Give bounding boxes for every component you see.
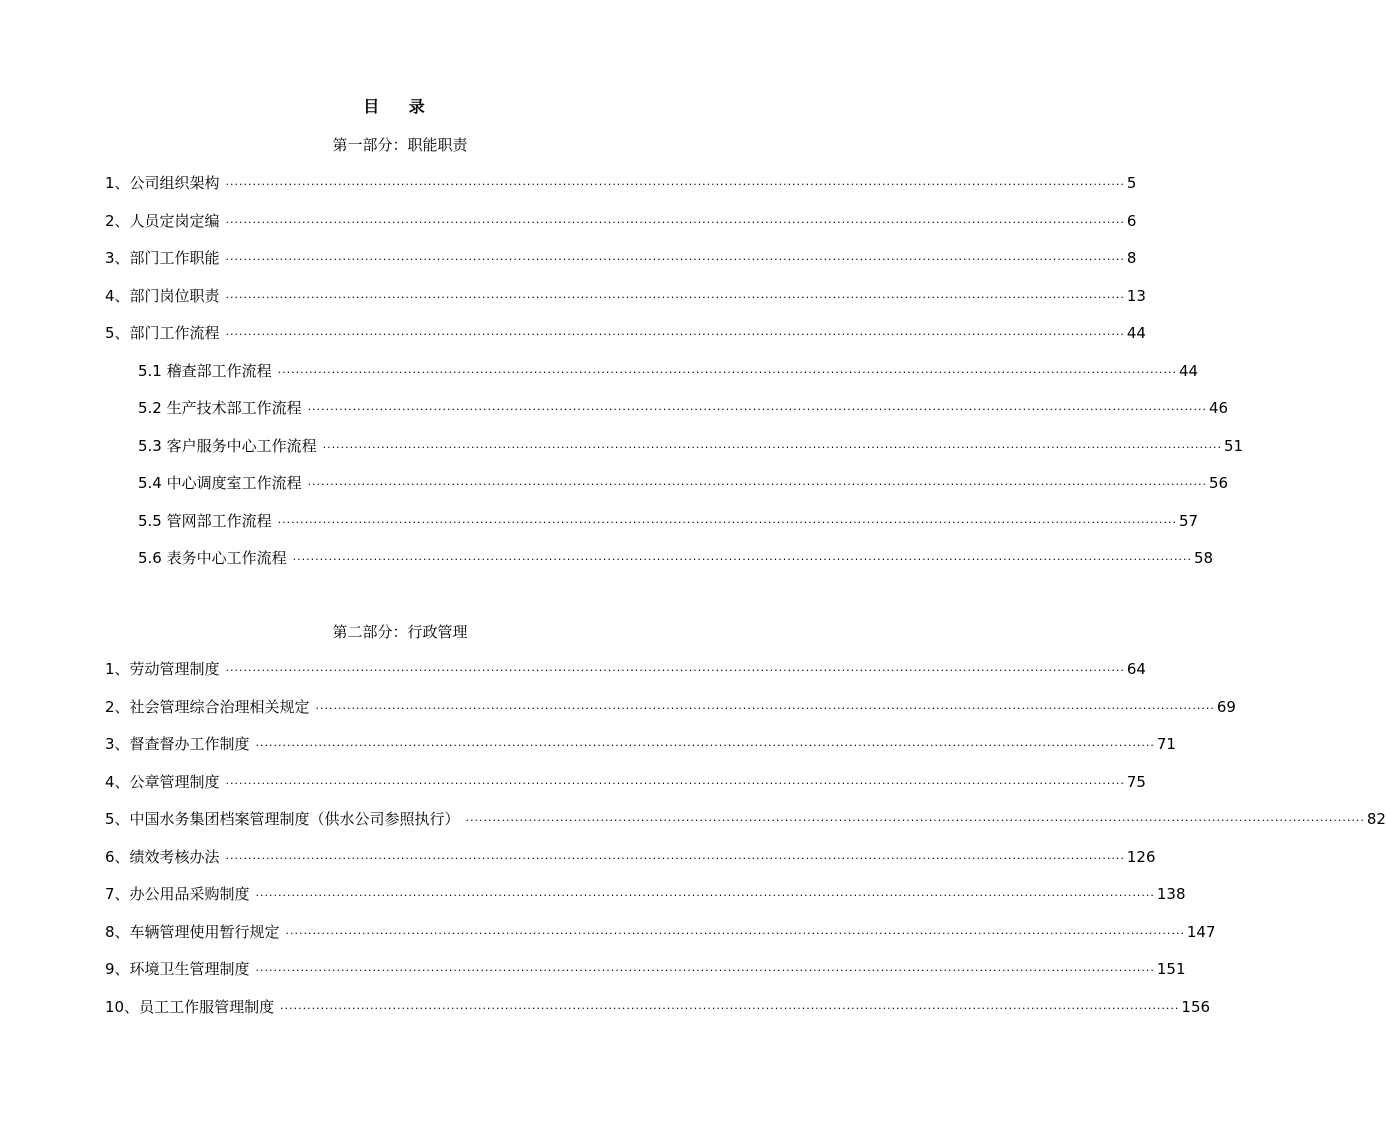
toc-entry-label: 9、环境卫生管理制度: [105, 960, 250, 978]
toc-entry[interactable]: [105, 658, 1146, 680]
toc-entry-label: 3、督查督办工作制度: [105, 735, 250, 753]
section-heading-part1: 第一部分：职能职责: [332, 136, 468, 154]
toc-entry-page-number: 5: [1126, 174, 1137, 192]
toc-entry-page-number: 44: [1178, 361, 1199, 380]
toc-entry-page-number: 57: [1178, 511, 1199, 530]
dot-leader: ········································································································································································································: [315, 701, 1215, 715]
toc-entry-label: 3、部门工作职能: [105, 249, 220, 267]
toc-entry-page-number: 71: [1156, 735, 1176, 753]
toc-entry-label: 5.6 表务中心工作流程: [138, 549, 287, 567]
toc-entry-label: 5、部门工作流程: [105, 324, 220, 342]
toc-entry[interactable]: [105, 210, 1137, 232]
toc-entry[interactable]: [105, 696, 1236, 718]
dot-leader: ········································································································································································································: [225, 851, 1125, 865]
toc-entry-label: 5、中国水务集团档案管理制度（供水公司参照执行）: [105, 810, 460, 828]
toc-entry-page-number: 6: [1126, 211, 1137, 230]
toc-entry-page-number: 138: [1156, 885, 1186, 903]
toc-entry-page-number: 56: [1208, 474, 1229, 492]
toc-entry-label: 4、部门岗位职责: [105, 286, 220, 305]
toc-entry-page-number: 82: [1366, 810, 1386, 828]
toc-entry[interactable]: [138, 472, 1229, 494]
dot-leader: ········································································································································································································: [465, 814, 1365, 827]
toc-entry-page-number: 44: [1126, 324, 1146, 342]
toc-entry[interactable]: [138, 547, 1214, 569]
toc-entry[interactable]: [105, 808, 1386, 830]
dot-leader: ········································································································································································································: [285, 926, 1185, 940]
toc-entry-label: 6、绩效考核办法: [105, 847, 220, 866]
dot-leader: ········································································································································································································: [280, 1001, 1180, 1015]
toc-entry[interactable]: [105, 771, 1146, 793]
dot-leader: ········································································································································································································: [307, 478, 1207, 491]
toc-entry-label: 2、人员定岗定编: [105, 211, 220, 230]
toc-entry-page-number: 46: [1208, 399, 1229, 417]
toc-entry[interactable]: [105, 883, 1186, 905]
toc-entry[interactable]: [105, 921, 1216, 943]
toc-entry[interactable]: [105, 733, 1176, 755]
dot-leader: ········································································································································································································: [255, 964, 1155, 977]
dot-leader: ········································································································································································································: [225, 178, 1125, 191]
toc-entry-label: 1、劳动管理制度: [105, 660, 220, 678]
toc-entry[interactable]: [105, 247, 1137, 269]
toc-title: 目 录: [363, 97, 437, 116]
dot-leader: ········································································································································································································: [255, 889, 1155, 902]
toc-entry-page-number: 58: [1193, 549, 1214, 567]
toc-entry[interactable]: [105, 322, 1146, 344]
toc-entry-page-number: 13: [1126, 286, 1146, 305]
dot-leader: ········································································································································································································: [225, 215, 1125, 229]
toc-entry-label: 5.1 稽查部工作流程: [138, 361, 272, 380]
toc-entry[interactable]: [105, 958, 1186, 980]
dot-leader: ········································································································································································································: [322, 440, 1222, 454]
dot-leader: ········································································································································································································: [225, 253, 1125, 266]
toc-entry-page-number: 75: [1126, 772, 1146, 791]
toc-entry[interactable]: [105, 172, 1137, 194]
dot-leader: ········································································································································································································: [255, 739, 1155, 752]
toc-entry[interactable]: [105, 285, 1146, 307]
toc-entry[interactable]: [138, 435, 1244, 457]
dot-leader: ········································································································································································································: [307, 403, 1207, 416]
toc-entry-label: 5.5 管网部工作流程: [138, 511, 272, 530]
toc-entry-label: 5.4 中心调度室工作流程: [138, 474, 302, 492]
toc-entry[interactable]: [138, 510, 1199, 532]
toc-entry[interactable]: [105, 996, 1211, 1018]
dot-leader: ········································································································································································································: [225, 290, 1125, 304]
toc-entry-label: 1、公司组织架构: [105, 174, 220, 192]
toc-entry-label: 10、员工工作服管理制度: [105, 997, 275, 1016]
toc-entry-page-number: 69: [1216, 697, 1236, 716]
toc-entry-page-number: 8: [1126, 249, 1137, 267]
toc-entry-label: 5.2 生产技术部工作流程: [138, 399, 302, 417]
toc-entry-label: 8、车辆管理使用暂行规定: [105, 922, 280, 941]
toc-entry-label: 5.3 客户服务中心工作流程: [138, 436, 317, 455]
dot-leader: ········································································································································································································: [277, 515, 1177, 529]
toc-entry-page-number: 64: [1126, 660, 1146, 678]
toc-entry-label: 4、公章管理制度: [105, 772, 220, 791]
toc-entry-page-number: 156: [1181, 997, 1211, 1016]
toc-entry[interactable]: [138, 397, 1229, 419]
toc-entry-label: 7、办公用品采购制度: [105, 885, 250, 903]
toc-entry-label: 2、社会管理综合治理相关规定: [105, 697, 310, 716]
dot-leader: ········································································································································································································: [225, 328, 1125, 341]
dot-leader: ········································································································································································································: [225, 664, 1125, 677]
toc-entry-page-number: 126: [1126, 847, 1156, 866]
toc-entry-page-number: 147: [1186, 922, 1216, 941]
section-heading-part2: 第二部分：行政管理: [332, 623, 468, 641]
toc-entry-page-number: 151: [1156, 960, 1186, 978]
dot-leader: ········································································································································································································: [225, 776, 1125, 790]
toc-entry[interactable]: [105, 846, 1156, 868]
toc-entry[interactable]: [138, 360, 1199, 382]
dot-leader: ········································································································································································································: [277, 365, 1177, 379]
toc-entry-page-number: 51: [1223, 436, 1244, 455]
dot-leader: ········································································································································································································: [292, 553, 1192, 566]
